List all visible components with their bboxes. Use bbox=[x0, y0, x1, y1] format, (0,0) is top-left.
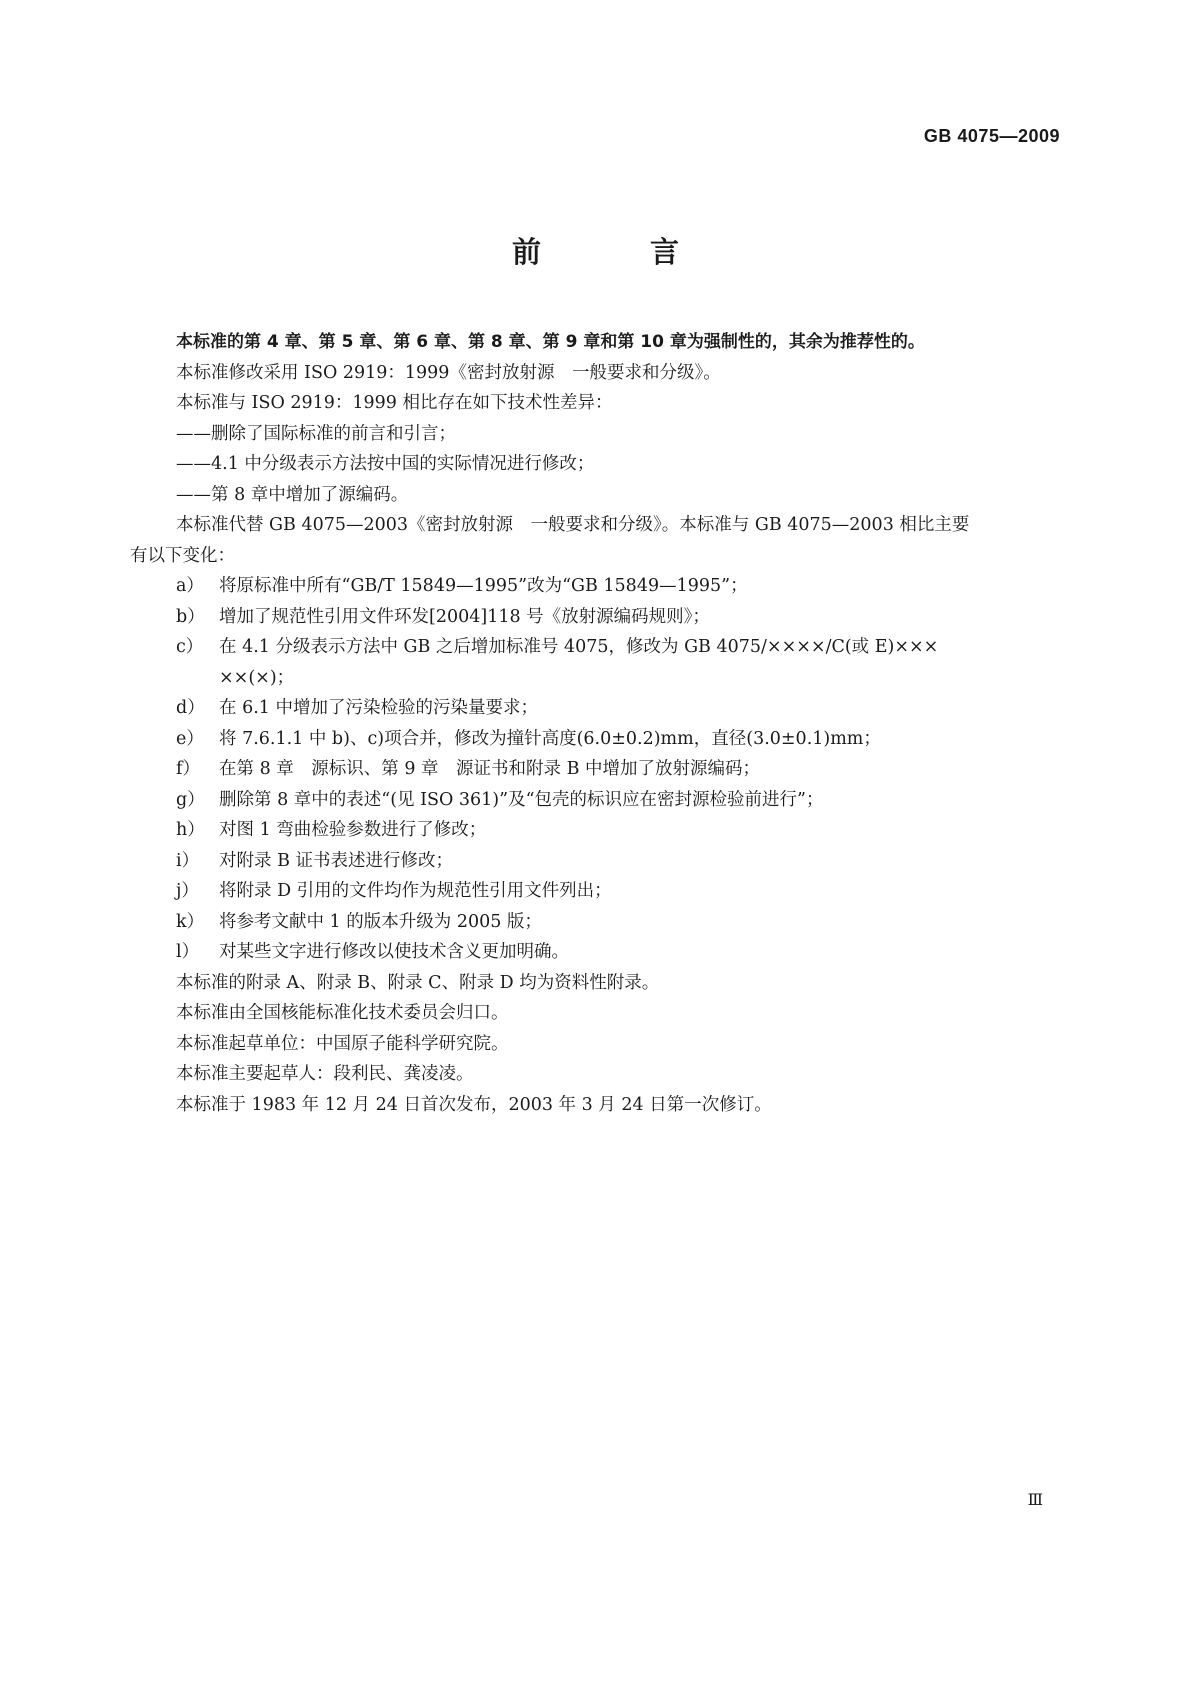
change-item bbox=[130, 876, 1061, 907]
drafting-unit-statement: 本标准起草单位：中国原子能科学研究院。 bbox=[176, 1033, 509, 1054]
differences-intro: 本标准与 ISO 2919：1999 相比存在如下技术性差异： bbox=[176, 393, 613, 413]
difference-item: ——4.1 中分级表示方法按中国的实际情况进行修改； bbox=[176, 454, 595, 474]
foreword-body bbox=[130, 327, 1061, 1120]
change-item bbox=[130, 907, 1061, 938]
change-item-label: c） bbox=[176, 637, 204, 657]
change-item-label: l） bbox=[176, 942, 200, 962]
change-item-text: 在第 8 章 源标识、第 9 章 源证书和附录 B 中增加了放射源编码； bbox=[219, 759, 761, 779]
change-item bbox=[130, 815, 1061, 846]
mandatory-statement: 本标准的第 4 章、第 5 章、第 6 章、第 8 章、第 9 章和第 10 章为强制性的，其余为推荐性的。 bbox=[176, 332, 925, 352]
change-item bbox=[130, 937, 1061, 968]
change-item-label: h） bbox=[176, 820, 205, 840]
adoption-statement: 本标准修改采用 ISO 2919：1999《密封放射源 一般要求和分级》。 bbox=[176, 362, 721, 383]
change-item bbox=[130, 571, 1061, 602]
change-item-label: f） bbox=[176, 759, 200, 779]
change-item-label: e） bbox=[176, 728, 204, 749]
change-item-label: k） bbox=[176, 911, 205, 932]
change-item-text: 将 7.6.1.1 中 b)、c)项合并，修改为撞针高度(6.0±0.2)mm，直径(3.0±0.1)mm； bbox=[219, 728, 881, 749]
change-item-label: d） bbox=[176, 698, 205, 718]
change-item-label: g） bbox=[176, 789, 205, 810]
change-item-text: 对图 1 弯曲检验参数进行了修改； bbox=[219, 820, 487, 840]
change-item-text: 在 6.1 中增加了污染检验的污染量要求； bbox=[219, 698, 538, 718]
change-item-continuation: ××(×)； bbox=[219, 667, 295, 688]
change-item-label: a） bbox=[176, 576, 204, 596]
difference-item: ——删除了国际标准的前言和引言； bbox=[176, 423, 456, 444]
change-item-text: 增加了规范性引用文件环发[2004]118 号《放射源编码规则》； bbox=[219, 606, 710, 627]
replaces-statement-continuation: 有以下变化： bbox=[130, 545, 235, 566]
change-item bbox=[130, 693, 1061, 724]
committee-statement: 本标准由全国核能标准化技术委员会归口。 bbox=[176, 1003, 509, 1023]
history-statement: 本标准于 1983 年 12 月 24 日首次发布，2003 年 3 月 24 日第一次修订。 bbox=[176, 1094, 772, 1115]
change-item bbox=[130, 846, 1061, 877]
standard-code: GB 4075—2009 bbox=[923, 126, 1060, 146]
change-item bbox=[130, 602, 1061, 633]
change-item-text: 将原标准中所有“GB/T 15849—1995”改为“GB 15849—1995”； bbox=[219, 576, 748, 596]
change-item bbox=[130, 754, 1061, 785]
appendix-statement: 本标准的附录 A、附录 B、附录 C、附录 D 均为资料性附录。 bbox=[176, 972, 660, 993]
change-item-label: b） bbox=[176, 606, 205, 627]
change-item-text: 将附录 D 引用的文件均作为规范性引用文件列出； bbox=[219, 881, 612, 901]
change-item bbox=[130, 785, 1061, 816]
change-item-label: j） bbox=[176, 881, 199, 901]
change-item bbox=[130, 632, 1061, 663]
change-item-text: 对某些文字进行修改以使技术含义更加明确。 bbox=[219, 942, 569, 962]
change-item-text: 在 4.1 分级表示方法中 GB 之后增加标准号 4075，修改为 GB 4075/××××/C(或 E)××× bbox=[219, 637, 939, 657]
change-item-text: 对附录 B 证书表述进行修改； bbox=[219, 850, 453, 871]
difference-item: ——第 8 章中增加了源编码。 bbox=[176, 484, 409, 505]
drafters-statement: 本标准主要起草人：段利民、龚凌凌。 bbox=[176, 1064, 474, 1084]
change-item-text: 删除第 8 章中的表述“(见 ISO 361)”及“包壳的标识应在密封源检验前进行”； bbox=[219, 789, 824, 810]
change-item-label: i） bbox=[176, 850, 200, 871]
change-item bbox=[130, 724, 1061, 755]
replaces-statement: 本标准代替 GB 4075—2003《密封放射源 一般要求和分级》。本标准与 GB 4075—2003 相比主要 bbox=[176, 515, 970, 535]
change-item-text: 将参考文献中 1 的版本升级为 2005 版； bbox=[219, 911, 542, 932]
page-number: Ⅲ bbox=[1027, 1490, 1043, 1509]
page-title: 前 言 bbox=[511, 235, 719, 269]
